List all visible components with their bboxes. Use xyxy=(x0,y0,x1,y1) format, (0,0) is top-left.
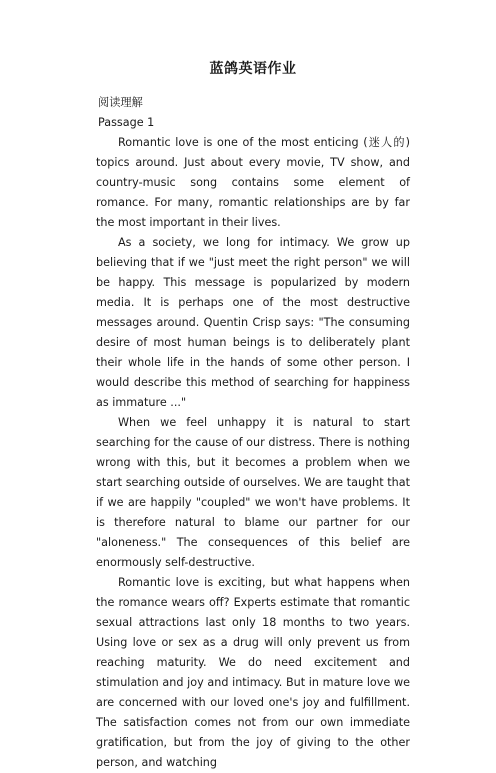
paragraph-3: When we feel unhappy it is natural to start searching for the cause of our distress. There is nothing wrong with this, but it becomes a problem when we start searching outside of ourselves. We are taught that if we are happily "coupled" we won't have problems. It is therefore natural to blame our partner for our "aloneness." The consequences of this belief are enormously self-destructive. xyxy=(96,416,410,569)
paragraph-2: As a society, we long for intimacy. We grow up believing that if we "just meet the right person" we will be happy. This message is popularized by modern media. It is perhaps one of the most destructive messages around. Quentin Crisp says: "The consuming desire of most human beings is to deliberately plant their whole life in the hands of some other person. I would describe this method of searching for happiness as immature ..." xyxy=(96,236,410,409)
document-title: 蓝鸽英语作业 xyxy=(209,61,297,77)
paragraph-1: Romantic love is one of the most enticing (迷人的) topics around. Just about every movie, TV show, and country-music song contains some element of romance. For many, romantic relationships are by far the most important in their lives. xyxy=(96,136,410,229)
paragraph-4: Romantic love is exciting, but what happens when the romance wears off? Experts estimate that romantic sexual attractions last only 18 months to two years. Using love or sex as a drug will only prevent us from reaching maturity. We do need excitement and stimulation and joy and intimacy. But in mature love we are concerned with our loved one's joy and fulfillment. The satisfaction comes not from our own immediate gratification, but from the joy of giving to the other person, and watching xyxy=(96,576,410,769)
section-heading: 阅读理解 xyxy=(98,96,143,109)
passage-label: Passage 1 xyxy=(98,116,155,129)
